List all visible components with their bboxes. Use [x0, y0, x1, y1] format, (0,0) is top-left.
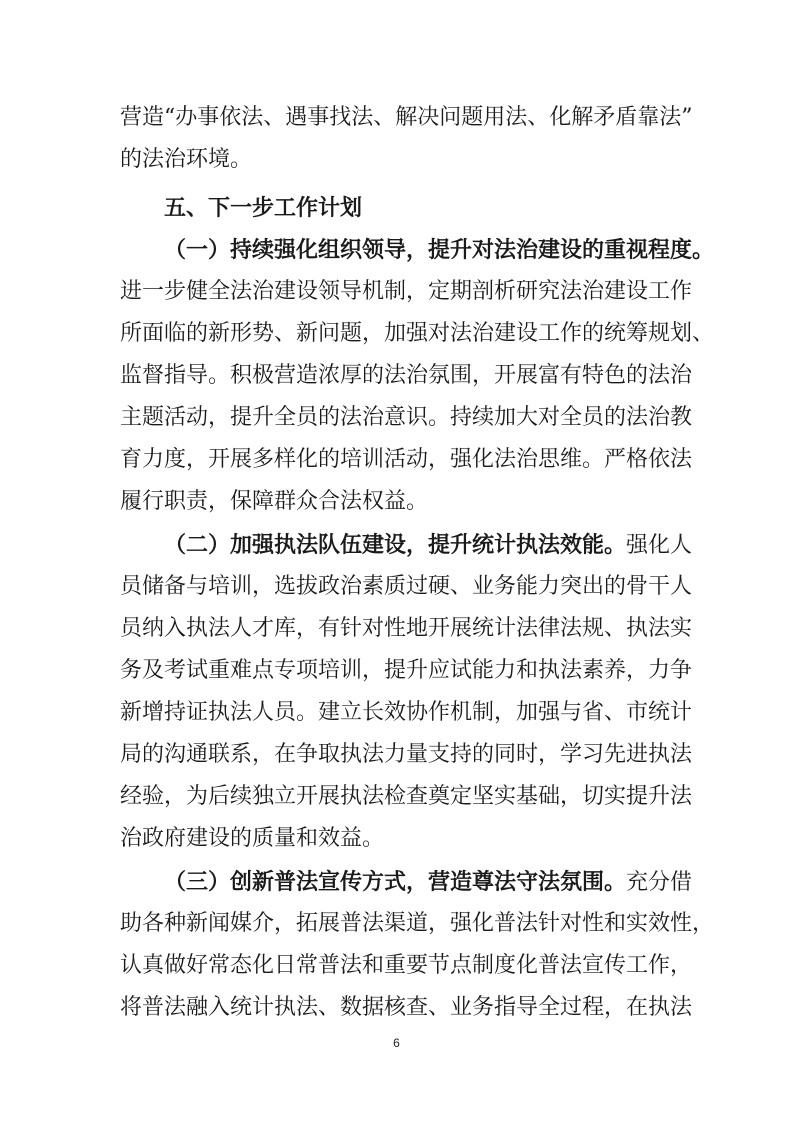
text-line [120, 524, 693, 566]
text-line: 认真做好常态化日常普法和重要节点制度化普法宣传工作， [120, 953, 693, 978]
text-line: 主题活动，提升全员的法治意识。持续加大对全员的法治教 [120, 405, 693, 430]
text-line: 的法治环境。 [120, 147, 253, 172]
text-line: 进一步健全法治建设领导机制，定期剖析研究法治建设工作 [120, 279, 693, 304]
text-line: 新增持证执法人员。建立长效协作机制，加强与省、市统计 [120, 700, 693, 725]
text-line: 育力度，开展多样化的培训活动，强化法治思维。严格依法 [120, 447, 693, 472]
text-line: 员储备与培训，选拔政治素质过硬、业务能力突出的骨干人 [120, 574, 693, 599]
paragraph-intro [120, 97, 693, 181]
section-heading: 五、下一步工作计划 [164, 195, 363, 221]
text-line: 治政府建设的质量和效益。 [120, 826, 385, 851]
page-number: 6 [393, 1036, 400, 1050]
text-line: 营造“办事依法、遇事找法、解决问题用法、化解矛盾靠法” [120, 105, 693, 130]
paragraph-section-3 [120, 861, 715, 1029]
text-line: 务及考试重难点专项培训，提升应试能力和执法素养，力争 [120, 658, 693, 683]
subsection-title-3: （三）创新普法宣传方式，营造尊法守法氛围。 [164, 869, 627, 895]
text-line: 助各种新闻媒介，拓展普法渠道，强化普法针对性和实效性， [120, 911, 715, 936]
text-line [120, 861, 693, 903]
text-line: 局的沟通联系，在争取执法力量支持的同时，学习先进执法 [120, 742, 693, 767]
text-line: 将普法融入统计执法、数据核查、业务指导全过程，在执法 [120, 995, 693, 1020]
paragraph-section-2 [120, 524, 693, 860]
text-run: 充分借 [626, 870, 693, 895]
subsection-title-1: （一）持续强化组织领导，提升对法治建设的重视程度。 [164, 237, 715, 263]
text-line: 经验，为后续独立开展执法检查奠定坚实基础，切实提升法 [120, 784, 693, 809]
text-line: 所面临的新形势、新问题，加强对法治建设工作的统筹规划、 [120, 321, 715, 346]
document-body [120, 97, 715, 1029]
text-run: 强化人 [626, 533, 693, 558]
subsection-title-2: （二）加强执法队伍建设，提升统计执法效能。 [164, 532, 627, 558]
text-line: 监督指导。积极营造浓厚的法治氛围，开展富有特色的法治 [120, 363, 693, 388]
text-line: 履行职责，保障群众合法权益。 [120, 489, 429, 514]
paragraph-section-1 [120, 229, 715, 523]
text-line: 员纳入执法人才库，有针对性地开展统计法律法规、执法实 [120, 616, 693, 641]
